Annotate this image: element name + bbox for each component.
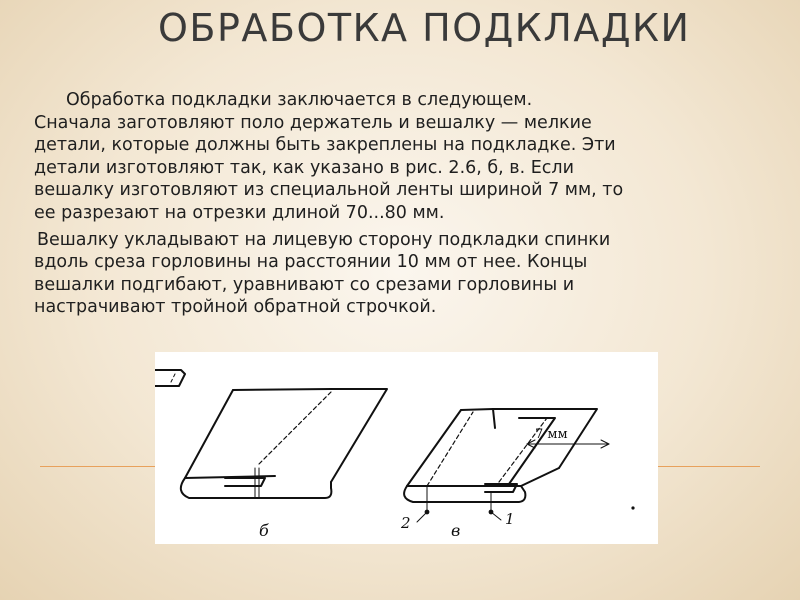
paragraph-1-line: детали, которые должны быть закреплены на подкладке. Эти: [34, 135, 616, 156]
callout-dot-1: [489, 510, 494, 515]
paragraph-2-line: вдоль среза горловины на расстоянии 10 мм от нее. Концы: [34, 252, 588, 273]
callout-dots: [425, 506, 635, 514]
callout-dot-2: [425, 510, 430, 515]
fragment-shape: [155, 370, 185, 386]
slide-title: ОБРАБОТКА ПОДКЛАДКИ: [158, 6, 691, 50]
stray-dot: [631, 506, 634, 509]
figure-svg: [155, 352, 658, 544]
callout-label-1: 1: [505, 510, 515, 528]
figure-label-b: б: [259, 521, 269, 540]
paragraph-2-line: вешалки подгибают, уравнивают со срезами горловины и: [34, 274, 575, 295]
paragraph-1-line: Сначала заготовляют поло держатель и вешалку — мелкие: [34, 112, 592, 133]
paragraph-1-line: детали изготовляют так, как указано в рис. 2.6, б, в. Если: [34, 157, 574, 178]
paragraph-1: [34, 89, 754, 225]
figure-label-v: в: [451, 521, 461, 540]
paragraph-2-line: настрачивают тройной обратной строчкой.: [34, 297, 437, 318]
paragraph-1-line: вешалку изготовляют из специальной ленты шириной 7 мм, то: [34, 180, 624, 201]
callout-label-2: 2: [401, 514, 411, 532]
figure-hanger-drawing: [155, 352, 658, 544]
slide-body-text: [34, 89, 754, 319]
figure-b-drawing: [181, 389, 387, 498]
dimension-label: 7 мм: [535, 427, 568, 442]
paragraph-2: [34, 229, 754, 319]
figure-v-drawing: [404, 409, 609, 522]
paragraph-1-line: Обработка подкладки заключается в следующем.: [66, 90, 533, 110]
paragraph-1-line: ее разрезают на отрезки длиной 70...80 мм.: [34, 202, 445, 223]
paragraph-2-line: Вешалку укладывают на лицевую сторону подкладки спинки: [37, 229, 611, 250]
